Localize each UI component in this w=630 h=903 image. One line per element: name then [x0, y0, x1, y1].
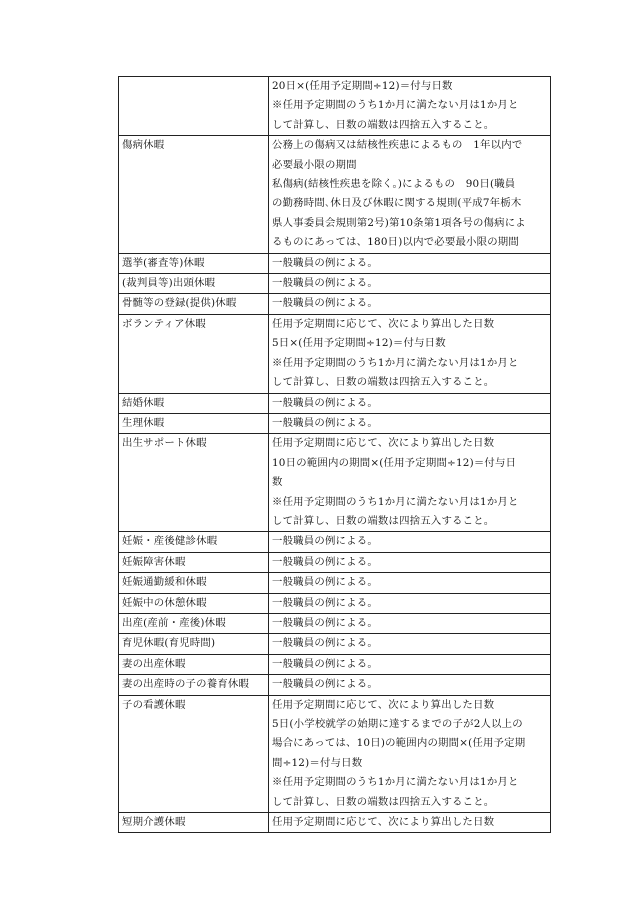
leave-type-label: 骨髄等の登録(提供)休暇: [122, 297, 237, 310]
leave-type-cell: [119, 294, 269, 314]
table-row: [119, 77, 551, 136]
table-row: [119, 654, 551, 674]
leave-detail-line: ※任用予定期間のうち1か月に満たない月は1か月と: [272, 356, 519, 369]
leave-type-cell: [119, 77, 269, 136]
leave-type-label: 生理休暇: [122, 416, 165, 429]
leave-type-cell: [119, 274, 269, 294]
leave-detail-line: の勤務時間､休日及び休暇に関する規則(平成7年栃木: [272, 197, 522, 210]
leave-type-cell: [119, 136, 269, 253]
leave-detail-line: して計算し、日数の端数は四捨五入すること。: [272, 514, 495, 527]
leave-detail-cell: [269, 695, 551, 812]
leave-detail-cell: [269, 413, 551, 433]
leave-detail-line: 一般職員の例による。: [272, 535, 378, 548]
leave-detail-cell: [269, 434, 551, 532]
leave-detail-line: 一般職員の例による。: [272, 596, 378, 609]
leave-detail-line: 任用予定期間に応じて、次により算出した日数: [272, 437, 495, 450]
leave-type-label: 出生サポート休暇: [122, 437, 207, 450]
leave-type-cell: [119, 654, 269, 674]
leave-type-label: 選挙(審査等)休暇: [122, 256, 205, 269]
leave-detail-line: 一般職員の例による。: [272, 256, 378, 269]
leave-type-label: 妊娠通勤緩和休暇: [122, 576, 207, 589]
leave-type-label: 妊娠中の休憩休暇: [122, 596, 207, 609]
table-row: [119, 813, 551, 833]
leave-detail-line: 一般職員の例による。: [272, 396, 378, 409]
leave-detail-line: して計算し、日数の端数は四捨五入すること。: [272, 795, 495, 808]
leave-detail-line: ※任用予定期間のうち1か月に満たない月は1か月と: [272, 776, 519, 789]
table-row: [119, 136, 551, 253]
leave-detail-line: 一般職員の例による。: [272, 616, 378, 629]
leave-detail-line: るものにあっては、180日)以内で必要最小限の期間: [272, 236, 519, 249]
table-row: [119, 675, 551, 695]
leave-detail-cell: [269, 613, 551, 633]
table-row: [119, 393, 551, 413]
leave-detail-line: 任用予定期間に応じて、次により算出した日数: [272, 317, 495, 330]
leave-detail-cell: [269, 294, 551, 314]
leave-detail-cell: [269, 136, 551, 253]
table-row: [119, 634, 551, 654]
leave-detail-line: 県人事委員会規則第2号)第10条第1項各号の傷病によ: [272, 216, 526, 229]
leave-type-label: 妻の出産休暇: [122, 657, 186, 670]
leave-detail-line: 数: [272, 476, 283, 489]
leave-type-label: 妻の出産時の子の養育休暇: [122, 678, 250, 691]
leave-type-cell: [119, 593, 269, 613]
leave-type-label: 傷病休暇: [122, 139, 165, 152]
table-row: [119, 314, 551, 393]
leave-type-cell: [119, 813, 269, 833]
table-row: [119, 593, 551, 613]
leave-detail-line: 一般職員の例による。: [272, 416, 378, 429]
leave-type-cell: [119, 314, 269, 393]
leave-detail-line: 10日の範囲内の期間×(任用予定期間÷12)＝付与日: [272, 456, 517, 469]
table-row: [119, 695, 551, 812]
leave-type-cell: [119, 634, 269, 654]
leave-detail-line: して計算し、日数の端数は四捨五入すること。: [272, 376, 495, 389]
leave-detail-cell: [269, 393, 551, 413]
leave-detail-cell: [269, 314, 551, 393]
leave-type-cell: [119, 552, 269, 572]
table-row: [119, 552, 551, 572]
leave-type-label: 出産(産前・産後)休暇: [122, 616, 226, 629]
table-row: [119, 573, 551, 593]
leave-detail-cell: [269, 274, 551, 294]
leave-type-label: 短期介護休暇: [122, 816, 186, 829]
leave-type-cell: [119, 532, 269, 552]
table-row: [119, 413, 551, 433]
leave-detail-cell: [269, 253, 551, 273]
leave-detail-cell: [269, 573, 551, 593]
leave-detail-line: 一般職員の例による。: [272, 637, 378, 650]
leave-detail-line: ※任用予定期間のうち1か月に満たない月は1か月と: [272, 495, 519, 508]
leave-type-label: 子の看護休暇: [122, 698, 186, 711]
leave-type-cell: [119, 253, 269, 273]
leave-type-cell: [119, 434, 269, 532]
leave-type-label: 結婚休暇: [122, 396, 165, 409]
leave-type-cell: [119, 675, 269, 695]
leave-type-label: (裁判員等)出頭休暇: [122, 277, 216, 290]
leave-detail-line: 一般職員の例による。: [272, 277, 378, 290]
leave-detail-line: 場合にあっては、10日)の範囲内の期間×(任用予定期: [272, 737, 526, 750]
leave-detail-line: 一般職員の例による。: [272, 555, 378, 568]
leave-detail-line: 一般職員の例による。: [272, 657, 378, 670]
leave-detail-cell: [269, 552, 551, 572]
leave-type-cell: [119, 695, 269, 812]
leave-detail-cell: [269, 654, 551, 674]
leave-detail-cell: [269, 532, 551, 552]
leave-detail-cell: [269, 675, 551, 695]
table-row: [119, 294, 551, 314]
leave-detail-line: 公務上の傷病又は結核性疾患によるもの 1年以内で: [272, 139, 523, 152]
leave-type-label: 育児休暇(育児時間): [122, 637, 216, 650]
table-body: [119, 77, 551, 833]
table-row: [119, 274, 551, 294]
leave-table: [118, 76, 551, 833]
table-row: [119, 253, 551, 273]
leave-detail-line: 一般職員の例による。: [272, 576, 378, 589]
leave-detail-line: 間÷12)＝付与日数: [272, 756, 363, 769]
leave-detail-line: 任用予定期間に応じて、次により算出した日数: [272, 816, 495, 829]
leave-type-cell: [119, 613, 269, 633]
leave-type-cell: [119, 413, 269, 433]
leave-detail-cell: [269, 813, 551, 833]
leave-type-label: 妊娠・産後健診休暇: [122, 535, 218, 548]
leave-detail-line: 一般職員の例による。: [272, 678, 378, 691]
leave-detail-cell: [269, 634, 551, 654]
leave-detail-line: して計算し、日数の端数は四捨五入すること。: [272, 118, 495, 131]
table-row: [119, 532, 551, 552]
leave-detail-line: 一般職員の例による。: [272, 297, 378, 310]
leave-detail-line: 私傷病(結核性疾患を除く。)によるもの 90日(職員: [272, 178, 516, 191]
leave-type-cell: [119, 393, 269, 413]
leave-detail-cell: [269, 593, 551, 613]
leave-detail-line: 5日(小学校就学の始期に達するまでの子が2人以上の: [272, 718, 523, 730]
leave-type-label: 妊娠障害休暇: [122, 555, 186, 568]
table-row: [119, 434, 551, 532]
leave-detail-line: ※任用予定期間のうち1か月に満たない月は1か月と: [272, 99, 519, 112]
leave-detail-line: 必要最小限の期間: [272, 158, 357, 171]
leave-detail-line: 5日×(任用予定期間÷12)＝付与日数: [272, 337, 446, 350]
leave-type-label: ボランティア休暇: [122, 317, 206, 330]
leave-type-cell: [119, 573, 269, 593]
leave-detail-line: 20日×(任用予定期間÷12)＝付与日数: [272, 80, 453, 92]
leave-detail-line: 任用予定期間に応じて、次により算出した日数: [272, 698, 495, 711]
table-row: [119, 613, 551, 633]
leave-detail-cell: [269, 77, 551, 136]
